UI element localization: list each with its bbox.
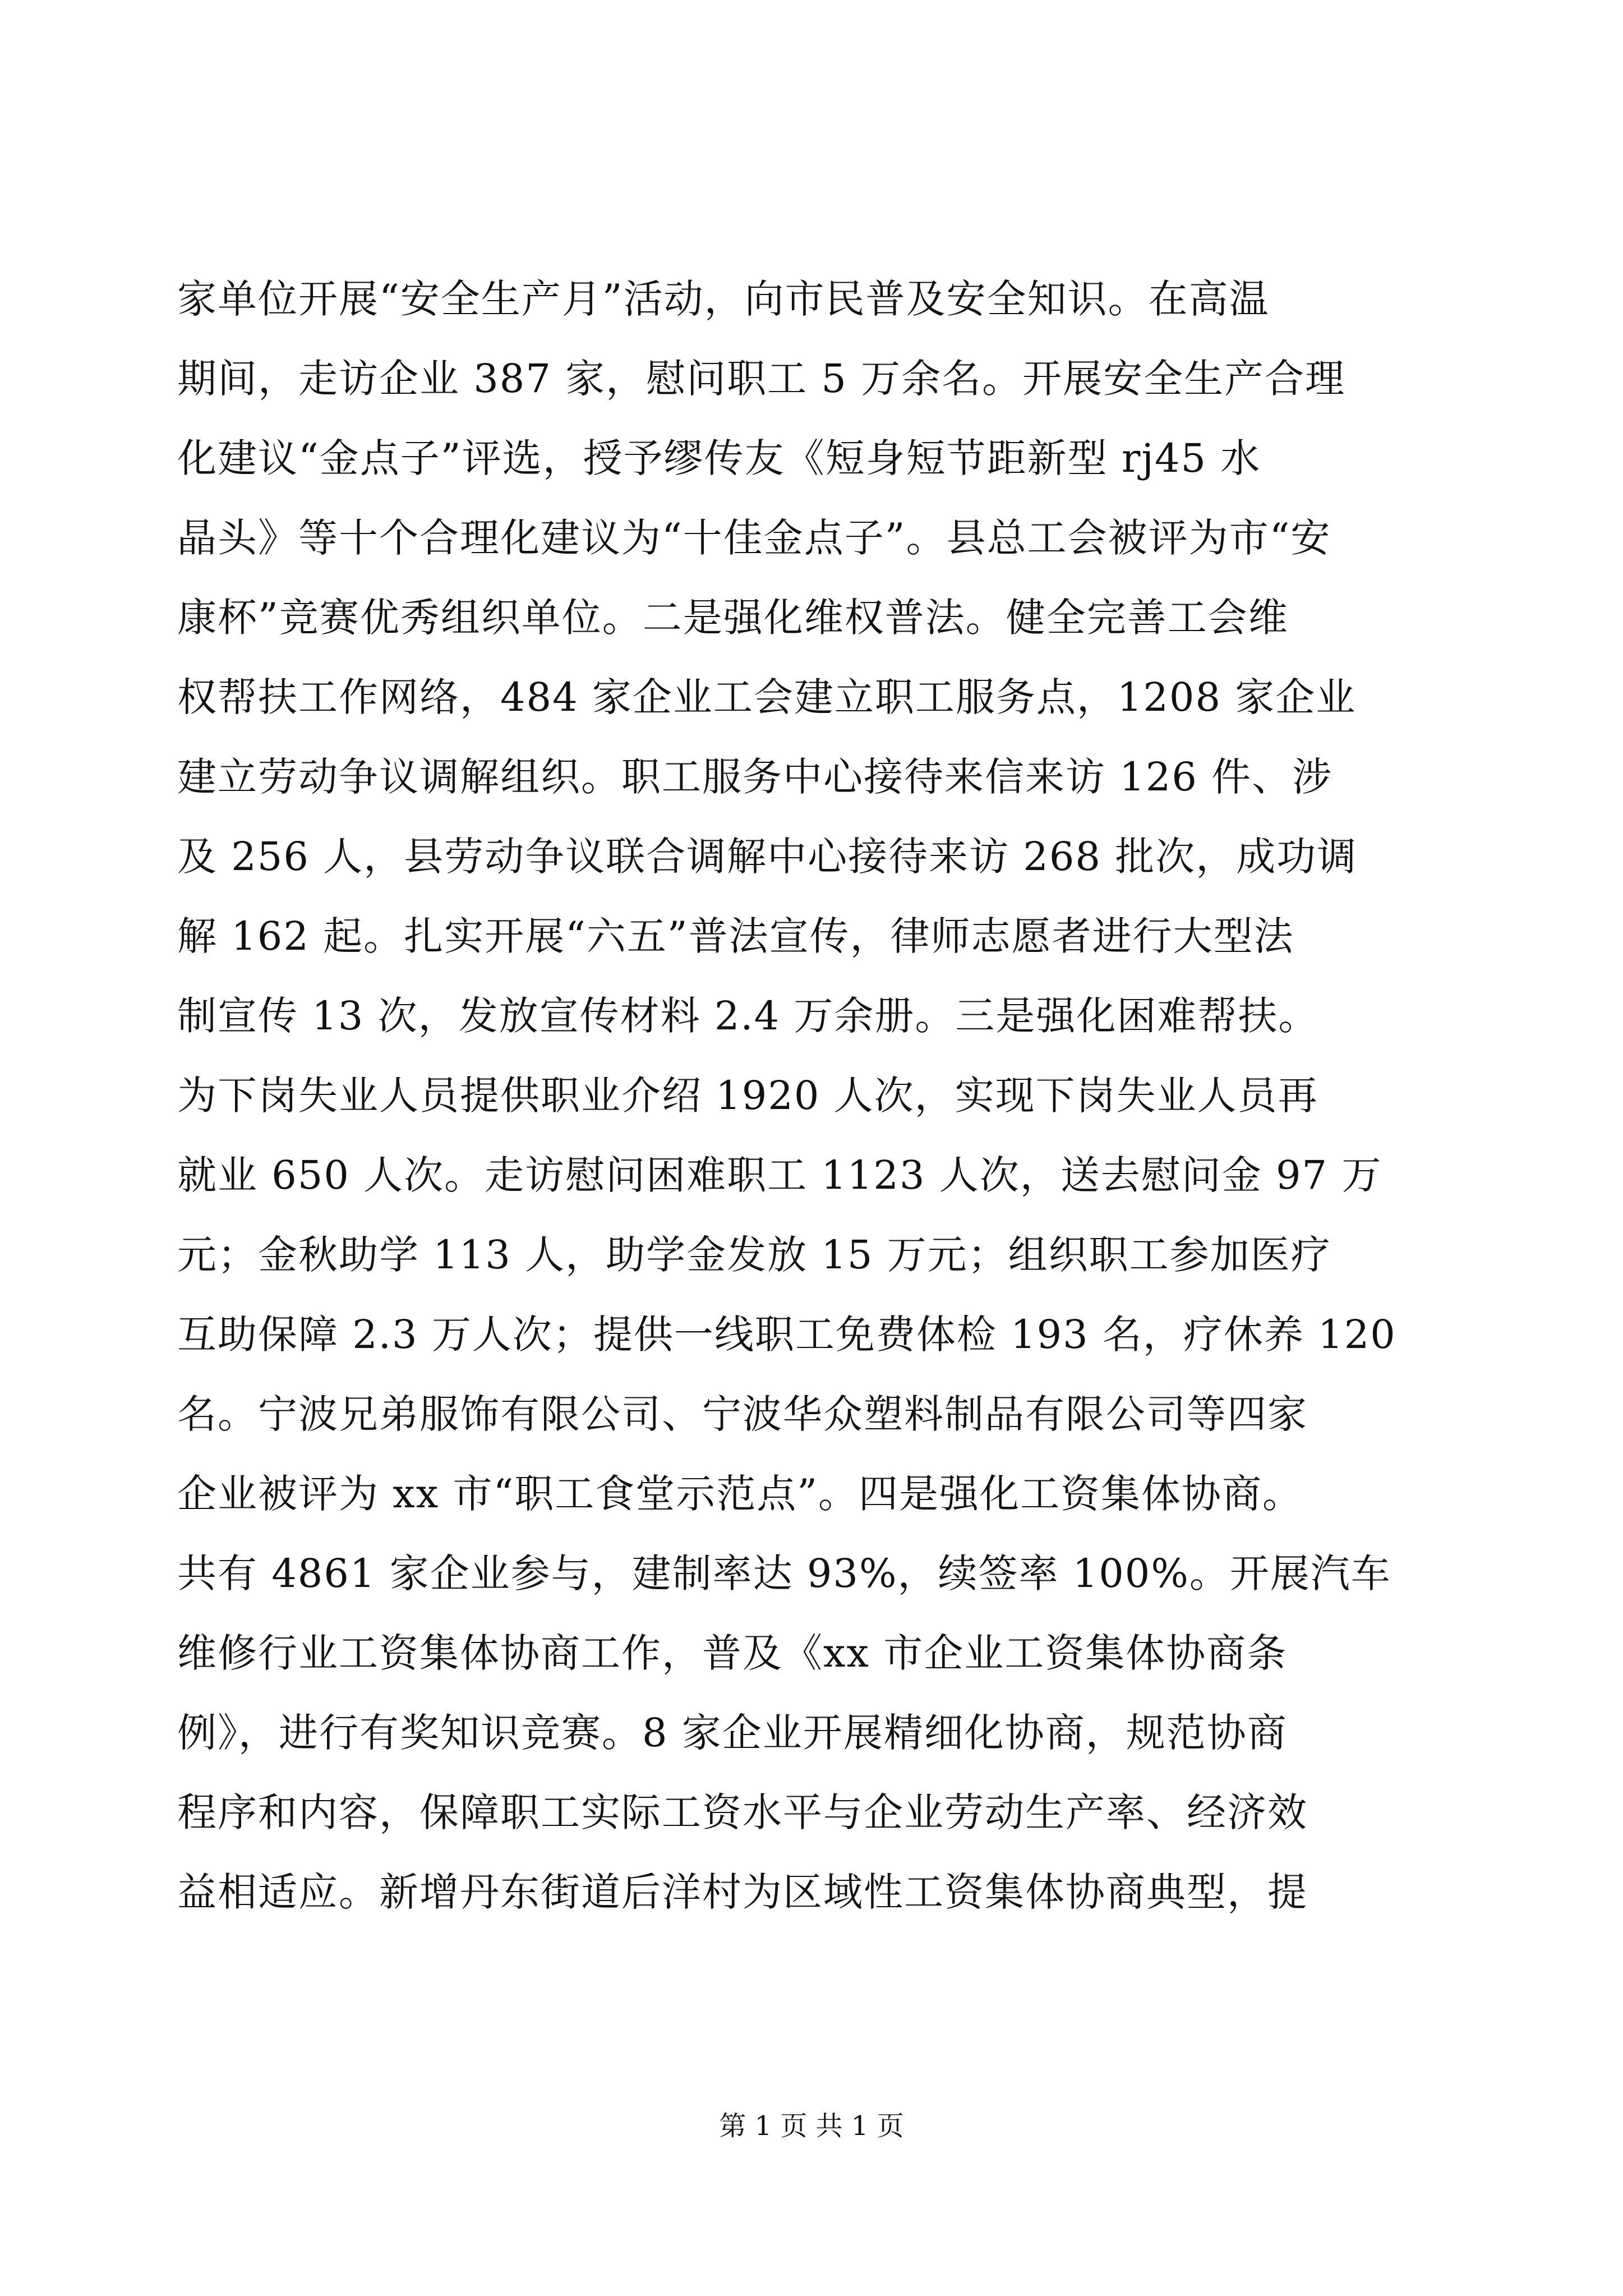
text-line: 为下岗失业人员提供职业介绍 1920 人次，实现下岗失业人员再: [177, 1073, 1318, 1119]
text-line: 益相适应。新增丹东街道后洋村为区域性工资集体协商典型，提: [177, 1869, 1308, 1915]
text-line: 化建议“金点子”评选，授予缪传友《短身短节距新型 rj45 水: [177, 435, 1261, 481]
text-line: 权帮扶工作网络，484 家企业工会建立职工服务点，1208 家企业: [177, 674, 1357, 720]
text-line: 制宣传 13 次，发放宣传材料 2.4 万余册。三是强化困难帮扶。: [177, 993, 1319, 1039]
text-line: 期间，走访企业 387 家，慰问职工 5 万余名。开展安全生产合理: [177, 356, 1346, 402]
text-line: 就业 650 人次。走访慰问困难职工 1123 人次，送去慰问金 97 万: [177, 1152, 1382, 1198]
text-line: 家单位开展“安全生产月”活动，向市民普及安全知识。在高温: [177, 276, 1270, 322]
text-line: 程序和内容，保障职工实际工资水平与企业劳动生产率、经济效: [177, 1789, 1308, 1835]
text-line: 例》，进行有奖知识竞赛。8 家企业开展精细化协商，规范协商: [177, 1710, 1288, 1756]
text-line: 名。宁波兄弟服饰有限公司、宁波华众塑料制品有限公司等四家: [177, 1391, 1308, 1437]
page-footer: 第 1 页 共 1 页: [719, 2110, 904, 2142]
text-line: 企业被评为 xx 市“职工食堂示范点”。四是强化工资集体协商。: [177, 1471, 1303, 1517]
text-line: 建立劳动争议调解组织。职工服务中心接待来信来访 126 件、涉: [177, 754, 1333, 800]
text-line: 元；金秋助学 113 人，助学金发放 15 万元；组织职工参加医疗: [177, 1232, 1331, 1278]
body-text: [177, 259, 1467, 1932]
text-line: 互助保障 2.3 万人次；提供一线职工免费体检 193 名，疗休养 120: [177, 1312, 1396, 1358]
text-line: 及 256 人，县劳动争议联合调解中心接待来访 268 批次，成功调: [177, 834, 1358, 880]
text-line: 晶头》等十个合理化建议为“十佳金点子”。县总工会被评为市“安: [177, 515, 1331, 561]
text-line: 解 162 起。扎实开展“六五”普法宣传，律师志愿者进行大型法: [177, 913, 1294, 959]
text-line: 维修行业工资集体协商工作，普及《xx 市企业工资集体协商条: [177, 1630, 1288, 1676]
text-line: 共有 4861 家企业参与，建制率达 93%，续签率 100%。开展汽车: [177, 1550, 1391, 1596]
text-line: 康杯”竞赛优秀组织单位。二是强化维权普法。健全完善工会维: [177, 595, 1289, 641]
